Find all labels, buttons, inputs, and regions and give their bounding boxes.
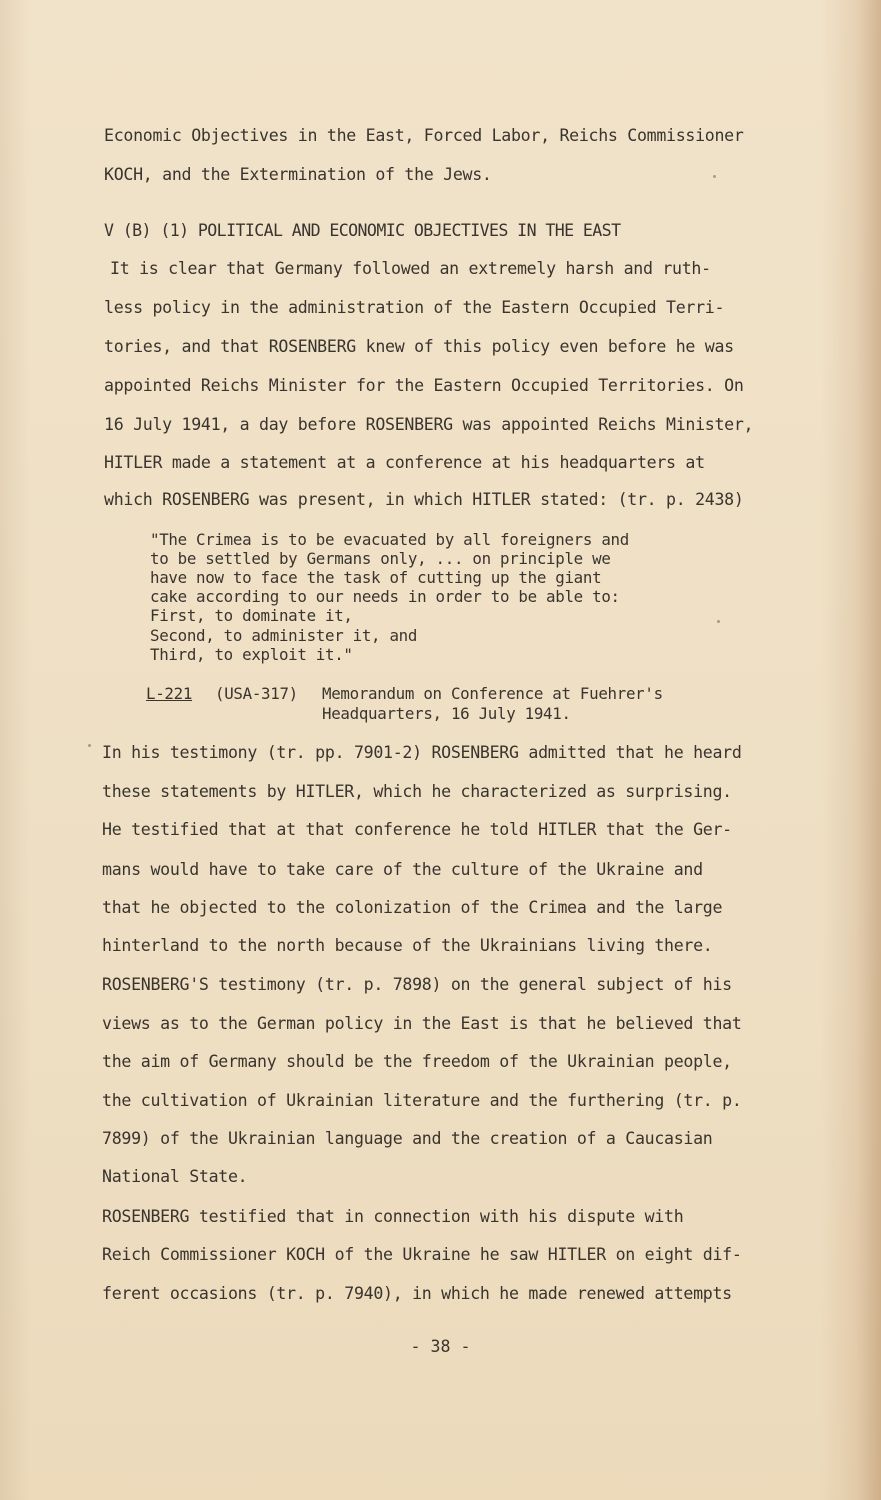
text-line-22: National State. [102,1167,248,1186]
text-line-6: tories, and that ROSENBERG knew of this policy even before he was [104,337,734,356]
text-line-21: 7899) of the Ukrainian language and the creation of a Caucasian [102,1129,713,1148]
text-line-15: that he objected to the colonization of the Crimea and the large [102,898,723,917]
text-line-20: the cultivation of Ukrainian literature and the furthering (tr. p. [102,1091,742,1110]
text-line-16: hinterland to the north because of the Ukrainians living there. [102,936,713,955]
text-line-19: the aim of Germany should be the freedom of the Ukrainian people, [102,1052,732,1071]
text-line-11: In his testimony (tr. pp. 7901-2) ROSENBERG admitted that he heard [102,743,742,762]
text-line-1: Economic Objectives in the East, Forced Labor, Reichs Commissioner [104,126,744,145]
quote-line-7: Third, to exploit it." [150,645,353,664]
text-line-24: Reich Commissioner KOCH of the Ukraine he saw HITLER on eight dif- [102,1245,742,1264]
paper-speck [717,620,720,623]
quote-line-3: have now to face the task of cutting up the giant [150,568,602,587]
text-line-13: He testified that at that conference he told HITLER that the Ger- [102,820,732,839]
text-line-25: ferent occasions (tr. p. 7940), in which he made renewed attempts [102,1284,732,1303]
quote-line-1: "The Crimea is to be evacuated by all foreigners and [150,530,629,549]
text-line-10: which ROSENBERG was present, in which HITLER stated: (tr. p. 2438) [104,490,744,509]
text-line-8: 16 July 1941, a day before ROSENBERG was appointed Reichs Minister, [104,415,754,434]
citation-doc-id-text: L-221 [146,684,193,703]
text-line-12: these statements by HITLER, which he characterized as surprising. [102,782,732,801]
text-line-14: mans would have to take care of the culture of the Ukraine and [102,860,703,879]
text-line-4: It is clear that Germany followed an extremely harsh and ruth- [110,259,711,278]
text-line-2: KOCH, and the Extermination of the Jews. [104,165,492,184]
citation-description-1: Memorandum on Conference at Fuehrer's [322,684,663,703]
text-line-17: ROSENBERG'S testimony (tr. p. 7898) on the general subject of his [102,975,732,994]
text-line-23: ROSENBERG testified that in connection with his dispute with [102,1207,684,1226]
citation-description-2: Headquarters, 16 July 1941. [322,704,571,723]
citation-doc-id [146,684,192,704]
text-line-5: less policy in the administration of the Eastern Occupied Terri- [104,298,725,317]
quote-line-5: First, to dominate it, [150,606,353,625]
text-line-18: views as to the German policy in the East is that he believed that [102,1014,742,1033]
text-line-9: HITLER made a statement at a conference at his headquarters at [104,453,705,472]
citation-exhibit: (USA-317) [215,684,298,703]
section-heading: V (B) (1) POLITICAL AND ECONOMIC OBJECTIVES IN THE EAST [104,221,621,240]
quote-line-2: to be settled by Germans only, ... on principle we [150,549,611,568]
quote-line-4: cake according to our needs in order to be able to: [150,587,620,606]
paper-speck [713,175,716,178]
quote-line-6: Second, to administer it, and [150,626,418,645]
text-line-7: appointed Reichs Minister for the Eastern Occupied Territories. On [104,376,744,395]
page-number: - 38 - [410,1337,471,1356]
paper-speck [88,744,91,747]
